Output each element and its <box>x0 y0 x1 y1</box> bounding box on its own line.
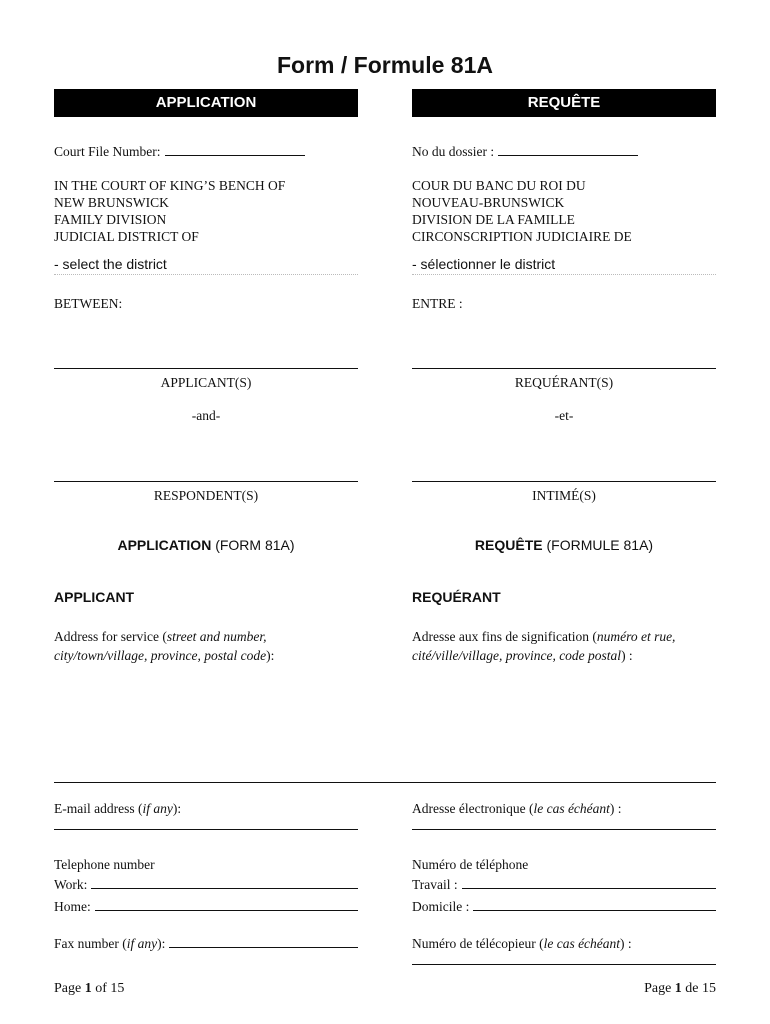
court-line-fr: NOUVEAU-BRUNSWICK <box>412 195 565 210</box>
page-prefix-fr: Page <box>644 981 675 996</box>
respondent-name-line[interactable] <box>54 481 358 482</box>
applicant-name-line[interactable] <box>54 368 358 369</box>
page-total-fr: de 15 <box>681 981 716 996</box>
home-phone-label: Home: <box>54 899 91 914</box>
fax-label-close: ): <box>157 936 166 951</box>
email-label-close: ): <box>172 801 182 816</box>
court-line: IN THE COURT OF KING’S BENCH OF <box>54 178 286 193</box>
application-header: APPLICATION <box>54 89 358 117</box>
telephone-label: Telephone number <box>54 857 155 872</box>
fax-input[interactable] <box>169 947 358 948</box>
form-subtitle-fr <box>412 537 716 553</box>
work-phone-input-fr[interactable] <box>462 888 716 889</box>
et-label: -et- <box>554 408 574 423</box>
email-label-close-fr: ) : <box>609 801 622 816</box>
court-name-block-fr <box>412 177 716 245</box>
email-label <box>54 800 358 817</box>
address-label-fr <box>412 627 716 665</box>
fax-label-text: Fax number ( <box>54 936 127 951</box>
court-line: FAMILY DIVISION <box>54 212 167 227</box>
home-phone-field-fr[interactable] <box>412 898 716 915</box>
page-total: of 15 <box>91 981 125 996</box>
email-hint-fr: le cas échéant <box>533 801 610 816</box>
dossier-number-label: No du dossier : <box>412 144 495 159</box>
address-label-text: Address for service ( <box>54 629 167 644</box>
work-phone-field-fr[interactable] <box>412 876 716 893</box>
work-phone-label-fr: Travail : <box>412 877 458 892</box>
form-subtitle-rest-fr: (FORMULE 81A) <box>542 537 654 553</box>
page-number <box>54 980 358 997</box>
requete-header: REQUÊTE <box>412 89 716 117</box>
page-current: 1 <box>84 981 92 996</box>
intimes-label: INTIMÉ(S) <box>532 488 596 503</box>
fax-input-line-fr[interactable] <box>412 964 716 965</box>
telephone-label-fr: Numéro de téléphone <box>412 857 529 872</box>
email-input-line-fr[interactable] <box>412 829 716 830</box>
requerants-label: REQUÉRANT(S) <box>514 375 614 390</box>
fax-label-text-fr: Numéro de télécopieur ( <box>412 936 544 951</box>
court-line: JUDICIAL DISTRICT OF <box>54 229 199 244</box>
page-prefix: Page <box>54 981 85 996</box>
court-line-fr: COUR DU BANC DU ROI DU <box>412 178 586 193</box>
email-label-fr <box>412 800 716 817</box>
fax-hint: if any <box>126 936 158 951</box>
form-subtitle-rest: (FORM 81A) <box>211 537 295 553</box>
dossier-number-field <box>412 143 716 160</box>
district-select-value-fr: - sélectionner le district <box>412 256 556 272</box>
address-hint-fr: cité/ville/village, province, code postal <box>412 648 622 663</box>
home-phone-field[interactable] <box>54 898 358 915</box>
address-label-text-fr: Adresse aux fins de signification ( <box>412 629 597 644</box>
district-select[interactable] <box>54 256 358 275</box>
email-hint: if any <box>142 801 173 816</box>
district-select-value: - select the district <box>54 256 167 272</box>
applicant-section-heading: APPLICANT <box>54 589 135 605</box>
email-label-text: E-mail address ( <box>54 801 143 816</box>
page-current-fr: 1 <box>674 981 682 996</box>
requerant-section-heading: REQUÉRANT <box>412 589 501 605</box>
dossier-number-input[interactable] <box>498 155 638 156</box>
court-file-number-field <box>54 143 358 160</box>
form-subtitle-bold-fr: REQUÊTE <box>474 537 543 553</box>
home-phone-input-fr[interactable] <box>473 910 716 911</box>
form-subtitle-bold: APPLICATION <box>117 537 212 553</box>
form-title: Form / Formule 81A <box>277 52 493 78</box>
address-hint-fr: numéro et rue, <box>596 629 676 644</box>
address-label-close-fr: ) : <box>621 648 633 663</box>
email-input-line[interactable] <box>54 829 358 830</box>
court-line-fr: DIVISION DE LA FAMILLE <box>412 212 575 227</box>
intime-name-line[interactable] <box>412 481 716 482</box>
fax-label <box>54 935 165 952</box>
court-line: NEW BRUNSWICK <box>54 195 169 210</box>
fax-label-close-fr: ) : <box>620 936 632 951</box>
address-label-close: ): <box>266 648 275 663</box>
requerant-name-line[interactable] <box>412 368 716 369</box>
address-hint: city/town/village, province, postal code <box>54 648 267 663</box>
between-label: BETWEEN: <box>54 296 123 311</box>
page-number-fr <box>412 980 716 997</box>
applicants-label: APPLICANT(S) <box>160 375 252 390</box>
address-input-line[interactable] <box>54 782 716 783</box>
work-phone-label: Work: <box>54 877 88 892</box>
respondents-label: RESPONDENT(S) <box>153 488 259 503</box>
work-phone-input[interactable] <box>91 888 358 889</box>
home-phone-label-fr: Domicile : <box>412 899 470 914</box>
court-name-block <box>54 177 358 245</box>
and-label: -and- <box>191 408 221 423</box>
form-subtitle <box>54 537 358 553</box>
court-file-number-input[interactable] <box>165 155 305 156</box>
address-label <box>54 627 358 665</box>
home-phone-input[interactable] <box>95 910 358 911</box>
district-select-fr[interactable] <box>412 256 716 275</box>
court-file-number-label: Court File Number: <box>54 144 161 159</box>
entre-label: ENTRE : <box>412 296 463 311</box>
court-line-fr: CIRCONSCRIPTION JUDICIAIRE DE <box>412 229 632 244</box>
fax-field[interactable] <box>54 935 358 952</box>
work-phone-field[interactable] <box>54 876 358 893</box>
fax-label-fr <box>412 935 716 952</box>
address-hint: street and number, <box>166 629 267 644</box>
email-label-text-fr: Adresse électronique ( <box>412 801 534 816</box>
fax-hint-fr: le cas échéant <box>543 936 621 951</box>
